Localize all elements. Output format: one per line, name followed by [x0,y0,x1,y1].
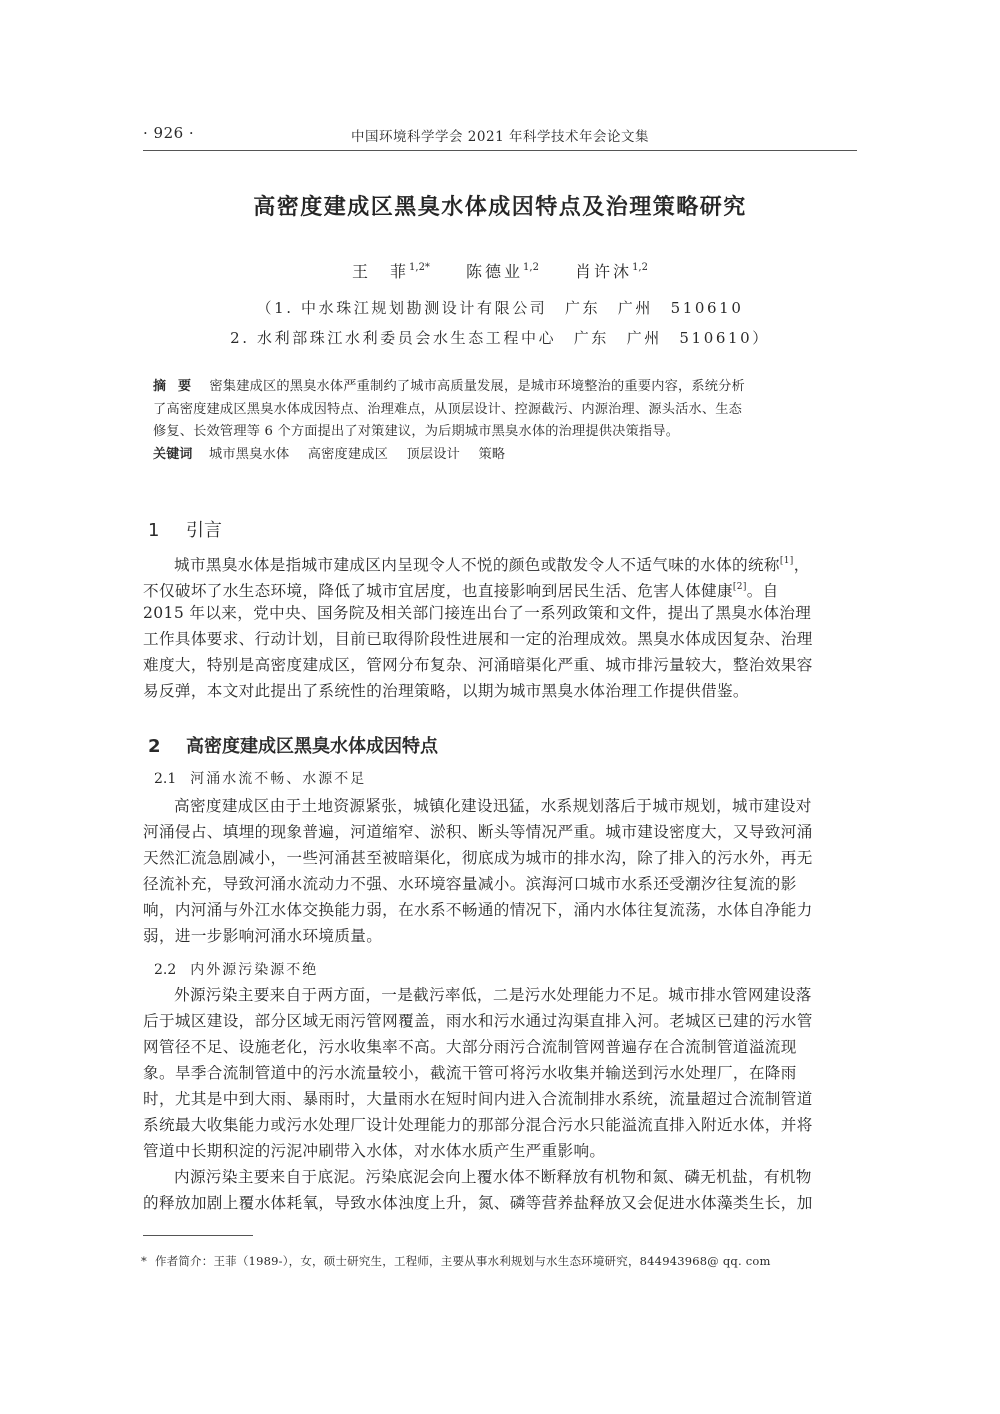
paragraph-line: 后于城区建设，部分区域无雨污管网覆盖，雨水和污水通过沟渠直排入河。老城区已建的污水管 [143,1012,813,1030]
author-affiliation-mark: 1,2* [409,262,430,273]
affiliation: （1. 中水珠江规划勘测设计有限公司 广东 广州 510610 [256,299,744,317]
footnote [141,1253,771,1269]
line-text: 。自 [746,582,779,600]
subsection-heading [154,768,366,788]
subsection-number: 2.2 [154,962,177,978]
keyword: 城市黑臭水体 [209,446,290,462]
line-text: 不仅破坏了水生态环境，降低了城市宜居度，也直接影响到居民生活、危害人体健康 [143,582,733,600]
paragraph-line: 工作具体要求、行动计划，目前已取得阶段性进展和一定的治理成效。黑臭水体成因复杂、治理 [143,630,813,648]
affiliation: 2. 水利部珠江水利委员会水生态工程中心 广东 广州 510610） [230,329,770,347]
section-heading [148,732,438,758]
journal-name: 中国环境科学学会 2021 年科学技术年会论文集 [351,129,649,145]
paragraph-line: 高密度建成区由于土地资源紧张，城镇化建设迅猛，水系规划落后于城市规划，城市建设对 [174,797,812,815]
abstract-label: 摘要 [153,379,204,394]
author-name: 王 菲 [352,262,410,281]
subsection-title: 内外源污染源不绝 [190,962,319,978]
author [575,262,648,281]
author-affiliation-mark: 1,2 [523,262,539,273]
keyword: 策略 [478,446,506,462]
paragraph-line: 难度大，特别是高密度建成区，管网分布复杂、河涌暗渠化严重、城市排污量较大，整治效果容 [143,656,813,674]
paragraph-line: 象。旱季合流制管道中的污水流量较小，截流干管可将污水收集并输送到污水处理厂，在降雨 [143,1064,797,1082]
section-heading [148,516,222,542]
citation[interactable]: [2] [732,582,747,592]
author [466,262,539,281]
abstract [153,376,853,466]
paragraph-line: 的释放加剧上覆水体耗氧，导致水体浊度上升，氮、磷等营养盐释放又会促进水体藻类生长，加 [143,1194,813,1212]
paragraph-line: 外源污染主要来自于两方面，一是截污率低，二是污水处理能力不足。城市排水管网建设落 [174,986,812,1004]
keyword: 顶层设计 [406,446,461,462]
footnote-text: 作者简介：王菲（1989-），女，硕士研究生，工程师，主要从事水利规划与水生态环境研究，844943968@ qq. com [154,1254,771,1268]
subsection-title: 河涌水流不畅、水源不足 [190,771,367,787]
keyword: 高密度建成区 [307,446,389,462]
line-text: 城市黑臭水体是指城市建成区内呈现令人不悦的颜色或散发令人不适气味的水体的统称 [174,556,780,574]
paper-title: 高密度建成区黑臭水体成因特点及治理策略研究 [253,195,747,220]
abstract-line: 了高密度建成区黑臭水体成因特点、治理难点，从顶层设计、控源截污、内源治理、源头活水、生态 [153,401,743,417]
citation[interactable]: [1] [779,556,794,566]
section-number: 2 [148,736,161,757]
section-title: 高密度建成区黑臭水体成因特点 [186,736,438,757]
paragraph-group [143,982,857,1216]
paragraph-line: 时，尤其是中到大雨、暴雨时，大量雨水在短时间内进入合流制排水系统，流量超过合流制管道 [143,1090,813,1108]
page-number: · 926 · [143,124,195,142]
paragraph-line: 弱，进一步影响河涌水环境质量。 [143,927,383,945]
paragraph-line: 河涌侵占、填埋的现象普遍，河道缩窄、淤积、断头等情况严重。城市建设密度大，又导致河涌 [143,823,813,841]
abstract-text: 密集建成区的黑臭水体严重制约了城市高质量发展，是城市环境整治的重要内容，系统分析 [209,379,745,394]
subsection-number: 2.1 [154,771,177,787]
paragraph-line: 2015 年以来，党中央、国务院及相关部门接连出台了一系列政策和文件，提出了黑臭水体治理 [143,604,812,622]
paragraph-line: 网管径不足、设施老化，污水收集率不高。大部分雨污合流制管网普遍存在合流制管道溢流现 [143,1038,797,1056]
footnote-mark: * [141,1254,147,1268]
author-name: 肖许沐 [575,262,633,281]
footnote-rule [143,1235,253,1236]
paragraph-line: 易反弹，本文对此提出了系统性的治理策略，以期为城市黑臭水体治理工作提供借鉴。 [143,682,749,700]
author-affiliation-mark: 1,2 [632,262,648,273]
subsection-heading [154,959,318,979]
paragraph-line: 响，内河涌与外江水体交换能力弱，在水系不畅通的情况下，涌内水体往复流荡，水体自净能力 [143,901,813,919]
author-name: 陈德业 [466,262,524,281]
section-title: 引言 [186,520,222,541]
paragraph-line: 系统最大收集能力或污水处理厂设计处理能力的那部分混合污水只能溢流直排入附近水体，并将 [143,1116,813,1134]
abstract-line [153,376,853,399]
keywords [153,444,853,467]
paragraph-line: 径流补充，导致河涌水流动力不强、水环境容量减小。滨海河口城市水系还受潮汐往复流的影 [143,875,797,893]
paragraph-line: 内源污染主要来自于底泥。污染底泥会向上覆水体不断释放有机物和氮、磷无机盐，有机物 [174,1168,812,1186]
author-list [143,259,857,282]
paragraph-line: 管道中长期积淀的污泥冲刷带入水体，对水体水质产生严重影响。 [143,1142,606,1160]
line-text: ， [793,556,810,574]
abstract-line: 修复、长效管理等 6 个方面提出了对策建议，为后期城市黑臭水体的治理提供决策指导。 [153,424,680,439]
paragraph-line: 天然汇流急剧减小，一些河涌甚至被暗渠化，彻底成为城市的排水沟，除了排入的污水外，再无 [143,849,813,867]
running-header [143,124,857,148]
paragraph-line [143,574,857,600]
paragraph [143,548,857,704]
author [352,262,430,281]
header-rule [143,150,857,151]
paragraph [143,793,857,949]
section-number: 1 [148,520,160,541]
paragraph-line [143,548,857,574]
keywords-label: 关键词 [153,446,193,462]
